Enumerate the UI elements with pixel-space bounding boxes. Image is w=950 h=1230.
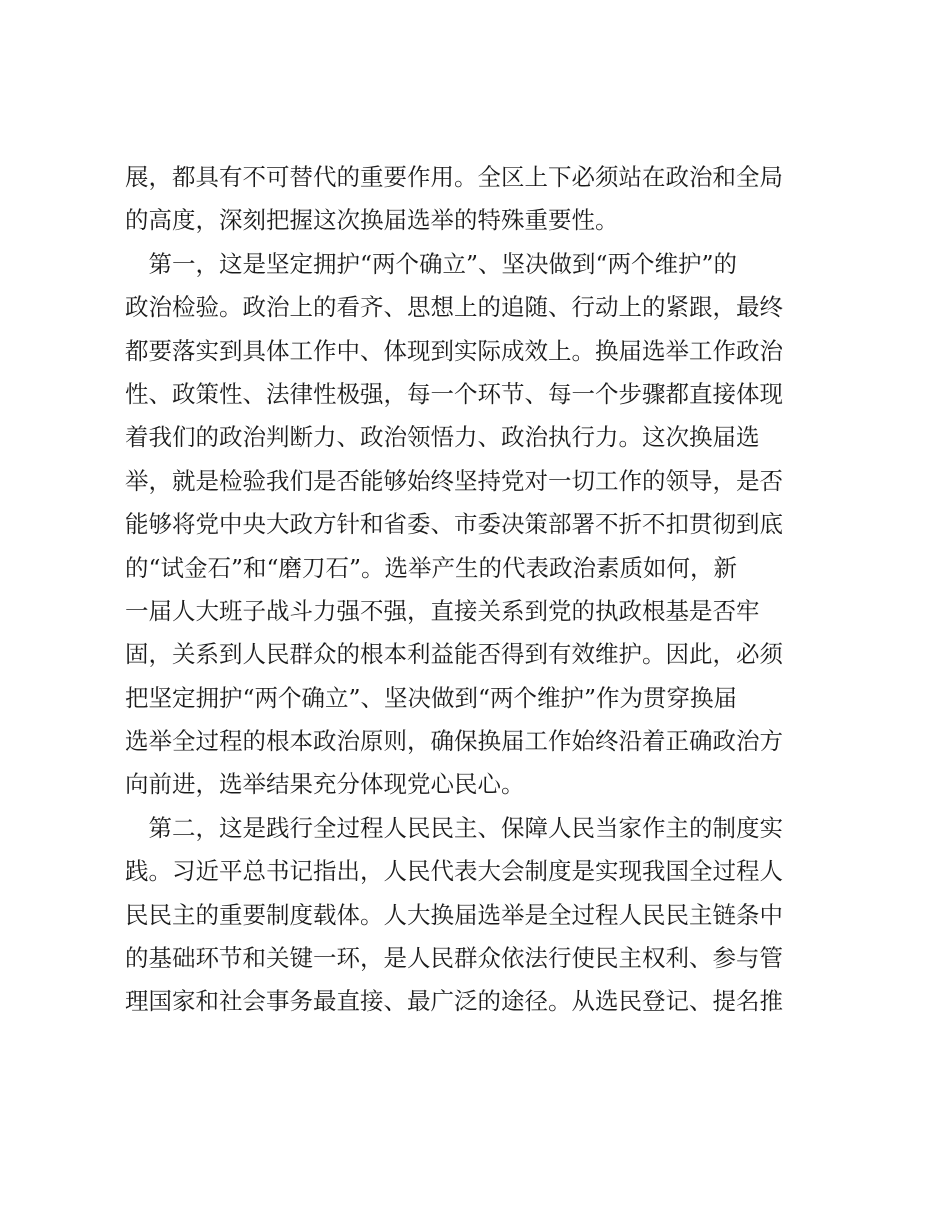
text-line: 性、政策性、法律性极强，每一个环节、每一个步骤都直接体现 <box>125 379 783 408</box>
text-line: 向前进，选举结果充分体现党心民心。 <box>125 770 525 799</box>
text-line: 政治检验。政治上的看齐、思想上的追随、行动上的紧跟，最终 <box>125 293 783 322</box>
text-line: 的“试金石”和“磨刀石”。选举产生的代表政治素质如何，新 <box>125 553 738 582</box>
text-line: 第二，这是践行全过程人民民主、保障人民当家作主的制度实 <box>125 813 783 842</box>
text-line: 的基础环节和关键一环，是人民群众依法行使民主权利、参与管 <box>125 944 783 973</box>
text-line: 着我们的政治判断力、政治领悟力、政治执行力。这次换届选 <box>125 423 760 452</box>
text-line: 固，关系到人民群众的根本利益能否得到有效维护。因此，必须 <box>125 640 783 669</box>
text-line: 第一，这是坚定拥护“两个确立”、坚决做到“两个维护”的 <box>125 249 738 278</box>
text-line: 举，就是检验我们是否能够始终坚持党对一切工作的领导，是否 <box>125 466 783 495</box>
text-line: 理国家和社会事务最直接、最广泛的途径。从选民登记、提名推 <box>125 987 783 1016</box>
text-line: 一届人大班子战斗力强不强，直接关系到党的执政根基是否牢 <box>125 596 760 625</box>
body-text <box>125 156 845 1024</box>
text-line: 把坚定拥护“两个确立”、坚决做到“两个维护”作为贯穿换届 <box>125 683 738 712</box>
text-line: 都要落实到具体工作中、体现到实际成效上。换届选举工作政治 <box>125 336 783 365</box>
text-line: 能够将党中央大政方针和省委、市委决策部署不折不扣贯彻到底 <box>125 510 783 539</box>
text-line: 选举全过程的根本政治原则，确保换届工作始终沿着正确政治方 <box>125 727 783 756</box>
text-line: 民民主的重要制度载体。人大换届选举是全过程人民民主链条中 <box>125 900 783 929</box>
text-line: 展，都具有不可替代的重要作用。全区上下必须站在政治和全局 <box>125 163 783 191</box>
text-line: 的高度，深刻把握这次换届选举的特殊重要性。 <box>125 206 619 235</box>
text-line: 践。习近平总书记指出，人民代表大会制度是实现我国全过程人 <box>125 857 783 886</box>
